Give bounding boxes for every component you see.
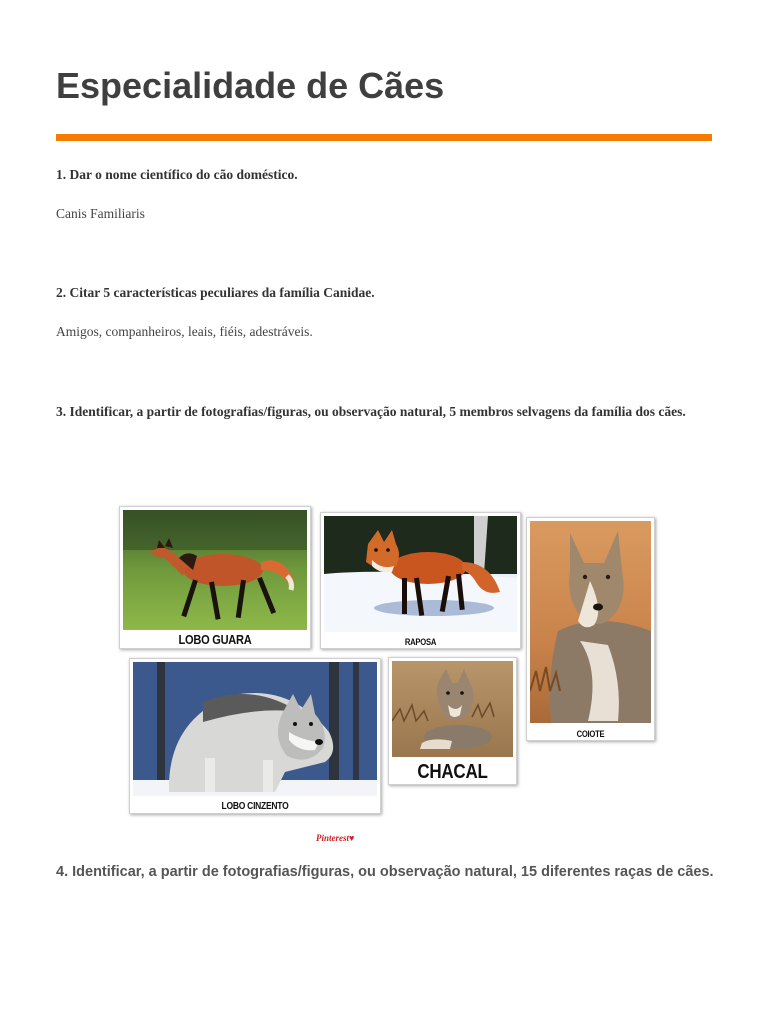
photo-card-lobo-cinzento — [129, 658, 381, 814]
caption-lobo-cinzento: LOBO CINZENTO — [221, 801, 289, 812]
page-title: Especialidade de Cães — [56, 65, 445, 106]
photo-card-raposa — [320, 512, 521, 649]
title-divider — [56, 134, 712, 141]
photo-card-coiote — [526, 517, 655, 741]
gray-wolf-photo-icon — [133, 662, 377, 796]
pinterest-watermark: Pinterest♥ — [316, 833, 355, 843]
answer-1: Canis Familiaris — [56, 206, 145, 221]
question-2: 2. Citar 5 características peculiares da família Canidae. — [56, 285, 375, 300]
question-3: 3. Identificar, a partir de fotografias/figuras, ou observação natural, 5 membros selvagens da família dos cães. — [56, 404, 686, 419]
caption-chacal: CHACAL — [417, 761, 488, 783]
caption-lobo-guara: LOBO GUARA — [178, 632, 252, 647]
photo-card-chacal — [388, 657, 517, 785]
caption-raposa: RAPOSA — [404, 637, 437, 647]
red-fox-photo-icon — [324, 516, 517, 632]
coyote-photo-icon — [530, 521, 651, 723]
photo-card-lobo-guara — [119, 506, 311, 649]
jackal-photo-icon — [392, 661, 513, 757]
caption-coiote: COIOTE — [576, 729, 605, 739]
answer-2: Amigos, companheiros, leais, fiéis, adestráveis. — [56, 324, 313, 339]
question-1: 1. Dar o nome científico do cão doméstico. — [56, 167, 298, 182]
question-4: 4. Identificar, a partir de fotografias/figuras, ou observação natural, 15 diferentes raças de cães. — [56, 864, 714, 880]
maned-wolf-photo-icon — [123, 510, 307, 630]
